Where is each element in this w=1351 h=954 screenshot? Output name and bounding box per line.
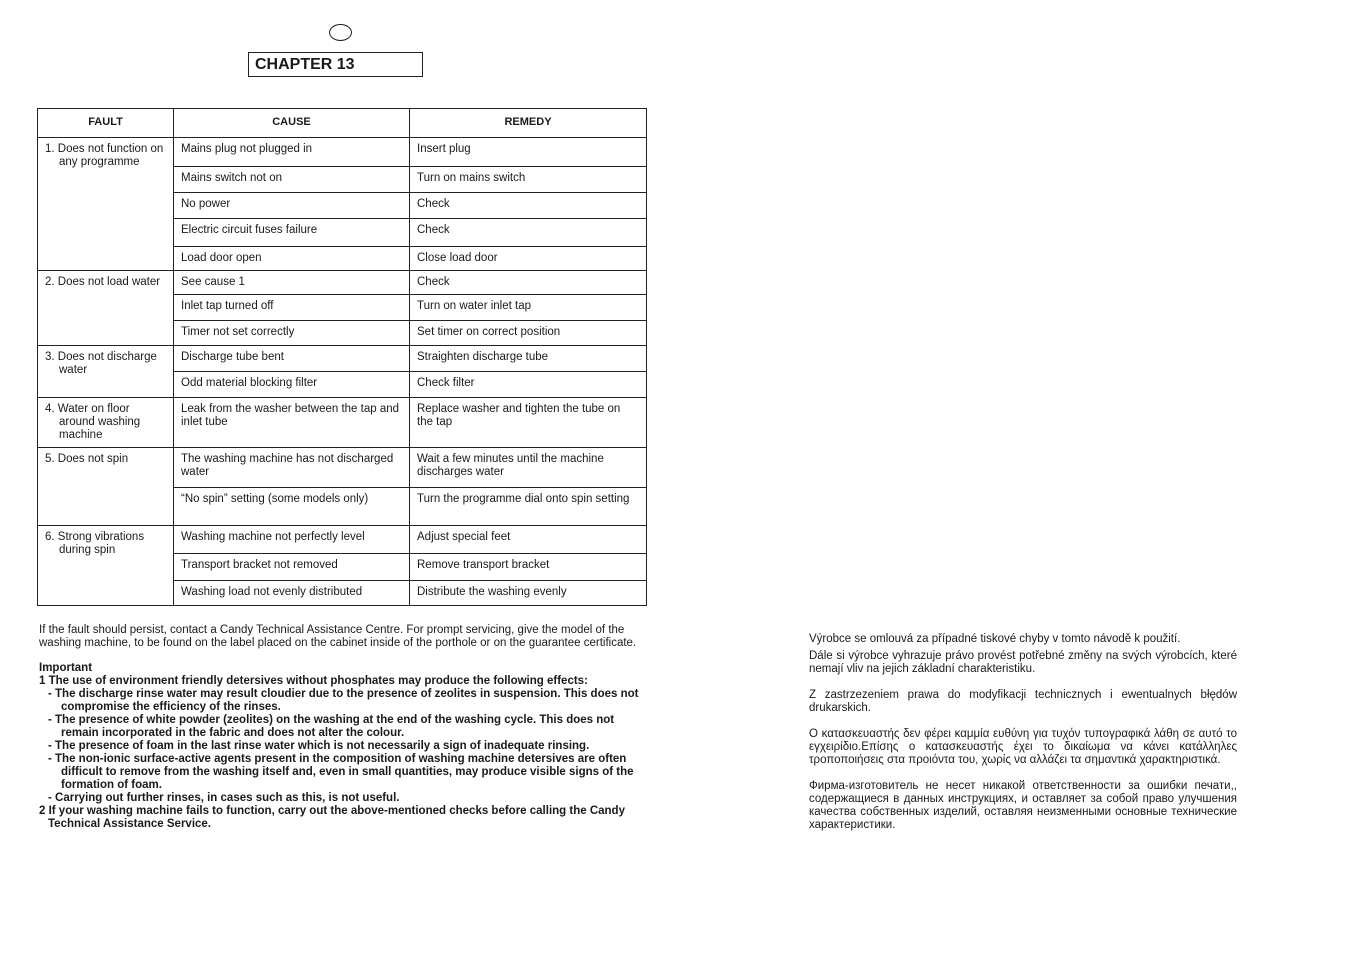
column-header-remedy: REMEDY (410, 109, 647, 138)
list-item: - The non-ionic surface-active agents present in the composition of washing machine detersives are often difficult to remove from the washing itself and, even in small quantities, may produce visible signs of the formation of foam. (48, 753, 634, 791)
cause-cell: Leak from the washer between the tap and inlet tube (174, 398, 410, 448)
fault-cell: 6. Strong vibrations during spin (38, 526, 174, 606)
cause-cell: Timer not set correctly (174, 321, 410, 346)
fault-cell: 1. Does not function on any programme (38, 138, 174, 271)
table-row (38, 138, 647, 167)
cause-cell: Mains plug not plugged in (174, 138, 410, 167)
cause-cell: Transport bracket not removed (174, 554, 410, 581)
column-header-cause: CAUSE (174, 109, 410, 138)
remedy-cell: Check (410, 271, 647, 295)
cause-cell: Mains switch not on (174, 167, 410, 193)
important-item-2: 2 If your washing machine fails to function, carry out the above-mentioned checks before calling the Candy Technical Assistance Service. (39, 805, 625, 830)
list-item: - The discharge rinse water may result cloudier due to the presence of zeolites in suspension. This does not compromise the efficiency of the rinses. (48, 688, 639, 713)
fault-cell: 2. Does not load water (38, 271, 174, 346)
multilingual-disclaimers (809, 633, 1237, 845)
disclaimer-czech-1: Výrobce se omlouvá za případné tiskové chyby v tomto návodě k použití. (809, 633, 1181, 645)
remedy-cell: Set timer on correct position (410, 321, 647, 346)
cause-cell: Washing machine not perfectly level (174, 526, 410, 554)
remedy-cell: Check (410, 193, 647, 219)
cause-cell: See cause 1 (174, 271, 410, 295)
remedy-cell: Close load door (410, 247, 647, 271)
remedy-cell: Distribute the washing evenly (410, 581, 647, 606)
remedy-cell: Turn on mains switch (410, 167, 647, 193)
persist-paragraph: If the fault should persist, contact a Candy Technical Assistance Centre. For prompt servicing, give the model of the washing machine, to be found on the label placed on the cabinet inside of the porthole or on the guarantee certificate. (39, 624, 637, 649)
remedy-cell: Check (410, 219, 647, 247)
list-item: - Carrying out further rinses, in cases such as this, is not useful. (48, 792, 400, 804)
list-item: - The presence of foam in the last rinse water which is not necessarily a sign of inadequate rinsing. (48, 740, 590, 752)
list-item: - The presence of white powder (zeolites) on the washing at the end of the washing cycle. This does not remain incorporated in the fabric and does not alter the colour. (48, 714, 615, 739)
remedy-cell: Remove transport bracket (410, 554, 647, 581)
cause-cell: Washing load not evenly distributed (174, 581, 410, 606)
remedy-cell: Adjust special feet (410, 526, 647, 554)
troubleshooting-table (37, 108, 647, 606)
remedy-cell: Turn the programme dial onto spin setting (410, 488, 647, 526)
remedy-cell: Wait a few minutes until the machine discharges water (410, 448, 647, 488)
fault-cell: 5. Does not spin (38, 448, 174, 526)
table-row (38, 271, 647, 295)
disclaimer-czech-2: Dále si výrobce vyhrazuje právo provést potřebné změny na svých výrobcích, které nemají vliv na jejich základní charakteristiku. (809, 650, 1237, 675)
table-row (38, 526, 647, 554)
table-row (38, 398, 647, 448)
cause-cell: “No spin” setting (some models only) (174, 488, 410, 526)
important-title: Important (39, 662, 93, 674)
cause-cell: Odd material blocking filter (174, 372, 410, 398)
fault-cell: 3. Does not discharge water (38, 346, 174, 398)
remedy-cell: Turn on water inlet tap (410, 295, 647, 321)
important-item-1: 1 The use of environment friendly detersives without phosphates may produce the following effects: (39, 675, 588, 687)
cause-cell: Electric circuit fuses failure (174, 219, 410, 247)
important-section (39, 662, 644, 831)
language-marker (329, 24, 352, 41)
remedy-cell: Check filter (410, 372, 647, 398)
cause-cell: Load door open (174, 247, 410, 271)
disclaimer-polish: Z zastrzezeniem prawa do modyfikacji technicznych i ewentualnych błędów drukarskich. (809, 689, 1237, 714)
fault-cell: 4. Water on floor around washing machine (38, 398, 174, 448)
remedy-cell: Replace washer and tighten the tube on the tap (410, 398, 647, 448)
disclaimer-greek: Ο κατασκευαστής δεν φέρει καμμία ευθύνη για τυχόν τυπογραφικά λάθη σε αυτό το εγχειρίδιο.Επίσης ο κατασκευαστής έχει το δικαίωμα να κάνει κατάλληλες τροποποιήσεις στα προιόντα του, χωρίς να αλλάζει τα σημαντικά χαρακτηριστικά. (809, 728, 1237, 766)
cause-cell: Discharge tube bent (174, 346, 410, 372)
cause-cell: Inlet tap turned off (174, 295, 410, 321)
chapter-title: CHAPTER 13 (248, 52, 423, 77)
remedy-cell: Straighten discharge tube (410, 346, 647, 372)
table-row (38, 448, 647, 488)
table-header-row (38, 109, 647, 138)
column-header-fault: FAULT (38, 109, 174, 138)
cause-cell: No power (174, 193, 410, 219)
table-row (38, 346, 647, 372)
cause-cell: The washing machine has not discharged water (174, 448, 410, 488)
service-notes (39, 624, 644, 831)
disclaimer-russian: Фирма-изготовитель не несет никакой ответственности за ошибки печати,, содержащиеся в данных инструкциях, и оставляет за собой право улучшения качества собственных изделий, оставляя неизменными основные технические характеристики. (809, 780, 1237, 831)
remedy-cell: Insert plug (410, 138, 647, 167)
